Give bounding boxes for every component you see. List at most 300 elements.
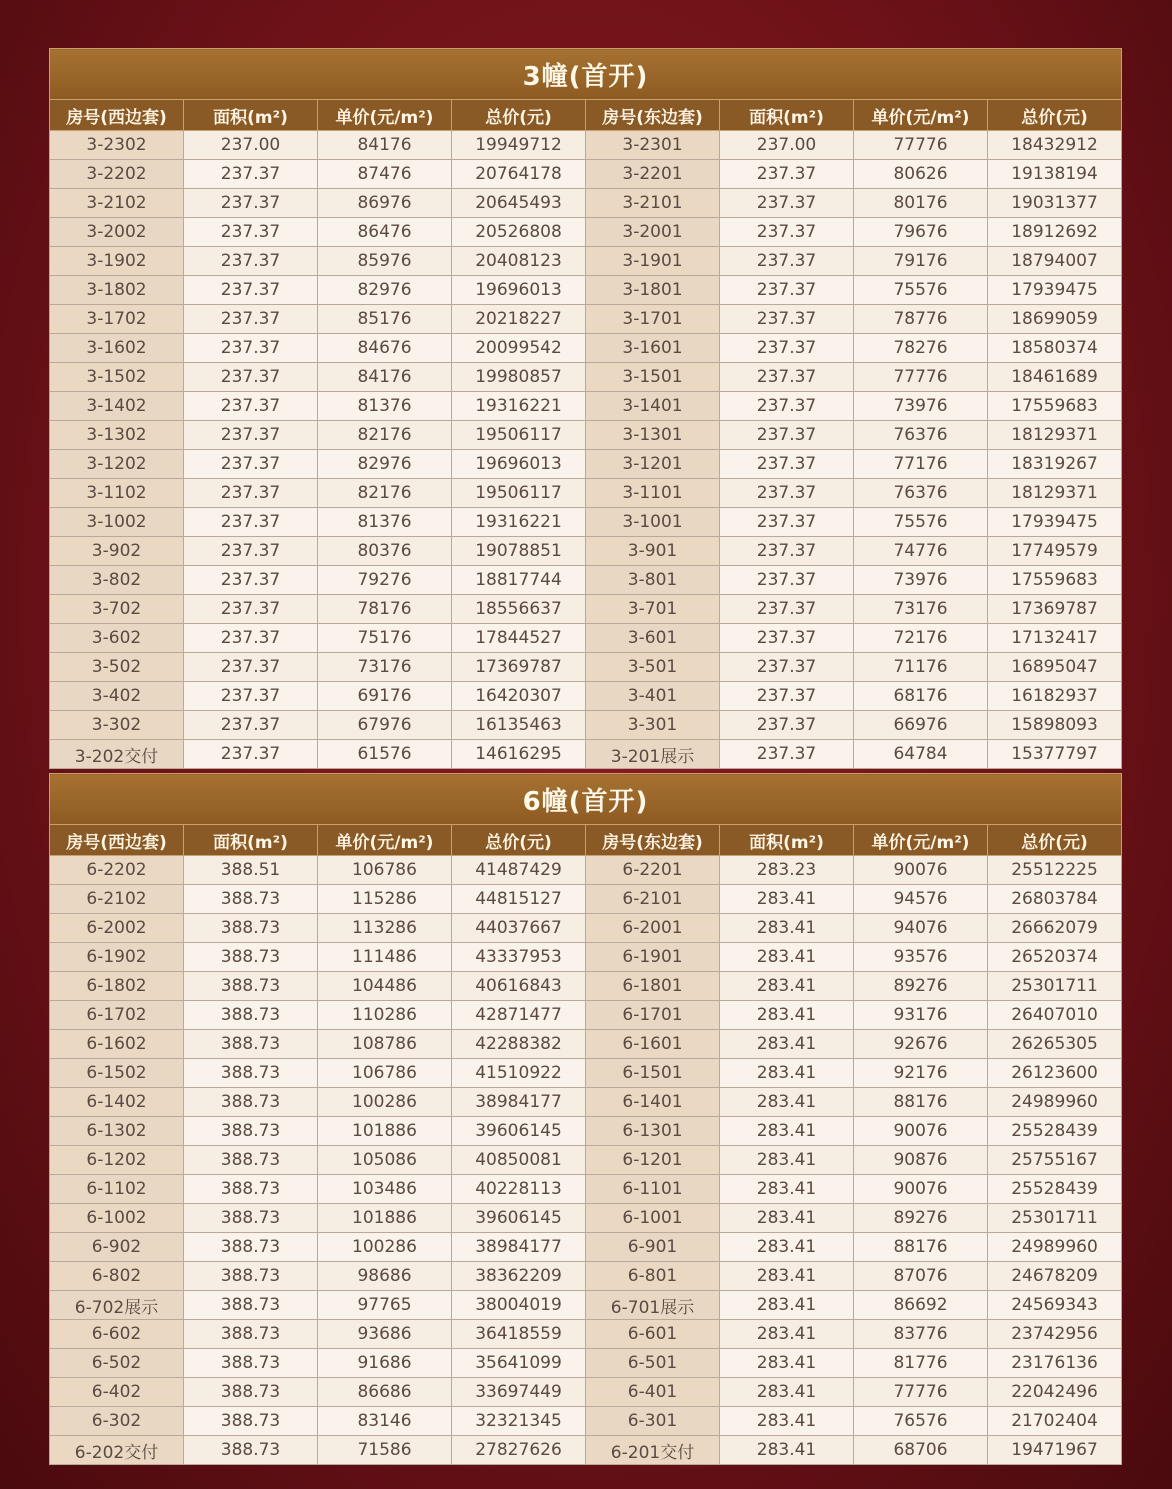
east-unit-price-cell: 88176 xyxy=(854,1233,988,1262)
east-room-cell: 6-1501 xyxy=(586,1059,720,1088)
west-total-price-cell: 17844527 xyxy=(452,624,586,653)
east-area-cell: 237.37 xyxy=(720,624,854,653)
east-total-price-cell: 25528439 xyxy=(988,1175,1122,1204)
east-room-cell: 6-2001 xyxy=(586,914,720,943)
east-area-cell: 237.37 xyxy=(720,711,854,740)
east-room-cell: 3-701 xyxy=(586,595,720,624)
east-total-price-cell: 17132417 xyxy=(988,624,1122,653)
east-room-cell: 6-1701 xyxy=(586,1001,720,1030)
east-area-cell: 237.37 xyxy=(720,653,854,682)
east-total-price-cell: 26520374 xyxy=(988,943,1122,972)
west-unit-price-cell: 106786 xyxy=(318,1059,452,1088)
east-room-cell: 3-2301 xyxy=(586,131,720,160)
col-header-east-area: 面积(m²) xyxy=(720,825,854,856)
east-unit-price-cell: 78276 xyxy=(854,334,988,363)
east-area-cell: 283.41 xyxy=(720,1175,854,1204)
west-unit-price-cell: 85176 xyxy=(318,305,452,334)
east-area-cell: 237.00 xyxy=(720,131,854,160)
west-unit-price-cell: 86476 xyxy=(318,218,452,247)
table-row xyxy=(50,885,1122,914)
west-room-cell: 3-1002 xyxy=(50,508,184,537)
west-area-cell: 388.73 xyxy=(184,943,318,972)
east-area-cell: 283.41 xyxy=(720,1233,854,1262)
east-total-price-cell: 18912692 xyxy=(988,218,1122,247)
col-header-west-total-price: 总价(元) xyxy=(452,825,586,856)
west-total-price-cell: 16135463 xyxy=(452,711,586,740)
table-row xyxy=(50,1059,1122,1088)
east-total-price-cell: 15898093 xyxy=(988,711,1122,740)
east-room-cell: 6-501 xyxy=(586,1349,720,1378)
west-room-cell: 3-2002 xyxy=(50,218,184,247)
west-unit-price-cell: 75176 xyxy=(318,624,452,653)
west-unit-price-cell: 71586 xyxy=(318,1436,452,1465)
east-area-cell: 283.41 xyxy=(720,1407,854,1436)
west-unit-price-cell: 81376 xyxy=(318,392,452,421)
east-room-cell: 3-1901 xyxy=(586,247,720,276)
west-total-price-cell: 27827626 xyxy=(452,1436,586,1465)
east-unit-price-cell: 75576 xyxy=(854,508,988,537)
west-area-cell: 237.37 xyxy=(184,305,318,334)
west-room-cell: 3-602 xyxy=(50,624,184,653)
west-room-cell: 3-802 xyxy=(50,566,184,595)
east-unit-price-cell: 81776 xyxy=(854,1349,988,1378)
table-row xyxy=(50,450,1122,479)
table-row xyxy=(50,1146,1122,1175)
east-total-price-cell: 25512225 xyxy=(988,856,1122,885)
col-header-east-unit-price: 单价(元/m²) xyxy=(854,825,988,856)
east-area-cell: 237.37 xyxy=(720,595,854,624)
west-total-price-cell: 20218227 xyxy=(452,305,586,334)
west-total-price-cell: 20099542 xyxy=(452,334,586,363)
west-area-cell: 237.37 xyxy=(184,363,318,392)
east-room-cell: 3-601 xyxy=(586,624,720,653)
col-header-west-area: 面积(m²) xyxy=(184,100,318,131)
east-unit-price-cell: 88176 xyxy=(854,1088,988,1117)
west-unit-price-cell: 101886 xyxy=(318,1117,452,1146)
east-room-cell: 6-801 xyxy=(586,1262,720,1291)
west-area-cell: 237.37 xyxy=(184,218,318,247)
east-total-price-cell: 25755167 xyxy=(988,1146,1122,1175)
east-room-cell: 6-1901 xyxy=(586,943,720,972)
east-area-cell: 237.37 xyxy=(720,334,854,363)
west-unit-price-cell: 82176 xyxy=(318,479,452,508)
table-row xyxy=(50,1349,1122,1378)
west-total-price-cell: 38362209 xyxy=(452,1262,586,1291)
col-header-east-total-price: 总价(元) xyxy=(988,100,1122,131)
west-unit-price-cell: 110286 xyxy=(318,1001,452,1030)
west-total-price-cell: 35641099 xyxy=(452,1349,586,1378)
east-total-price-cell: 18699059 xyxy=(988,305,1122,334)
table-row xyxy=(50,218,1122,247)
west-room-cell: 6-902 xyxy=(50,1233,184,1262)
east-room-cell: 6-301 xyxy=(586,1407,720,1436)
table-row xyxy=(50,624,1122,653)
east-room-cell: 6-401 xyxy=(586,1378,720,1407)
east-room-cell: 3-201展示 xyxy=(586,740,720,769)
east-unit-price-cell: 90076 xyxy=(854,1117,988,1146)
building-3-header-row xyxy=(50,100,1122,131)
east-room-cell: 3-1401 xyxy=(586,392,720,421)
east-total-price-cell: 18580374 xyxy=(988,334,1122,363)
table-row xyxy=(50,1262,1122,1291)
west-area-cell: 237.37 xyxy=(184,740,318,769)
west-total-price-cell: 19696013 xyxy=(452,276,586,305)
east-total-price-cell: 19471967 xyxy=(988,1436,1122,1465)
east-unit-price-cell: 90876 xyxy=(854,1146,988,1175)
west-total-price-cell: 20645493 xyxy=(452,189,586,218)
east-unit-price-cell: 80626 xyxy=(854,160,988,189)
east-total-price-cell: 22042496 xyxy=(988,1378,1122,1407)
east-room-cell: 3-2001 xyxy=(586,218,720,247)
east-total-price-cell: 26803784 xyxy=(988,885,1122,914)
east-total-price-cell: 18319267 xyxy=(988,450,1122,479)
west-room-cell: 6-402 xyxy=(50,1378,184,1407)
table-row xyxy=(50,131,1122,160)
west-area-cell: 388.73 xyxy=(184,1001,318,1030)
east-room-cell: 6-2101 xyxy=(586,885,720,914)
building-6-price-table xyxy=(49,773,1122,1465)
west-total-price-cell: 44037667 xyxy=(452,914,586,943)
west-room-cell: 3-402 xyxy=(50,682,184,711)
east-room-cell: 6-1401 xyxy=(586,1088,720,1117)
east-area-cell: 237.37 xyxy=(720,421,854,450)
building-6-title: 6幢(首开) xyxy=(50,774,1122,825)
west-total-price-cell: 18817744 xyxy=(452,566,586,595)
east-room-cell: 6-901 xyxy=(586,1233,720,1262)
west-room-cell: 6-1702 xyxy=(50,1001,184,1030)
east-unit-price-cell: 86692 xyxy=(854,1291,988,1320)
west-area-cell: 237.37 xyxy=(184,537,318,566)
table-row xyxy=(50,1117,1122,1146)
table-row xyxy=(50,1175,1122,1204)
east-total-price-cell: 15377797 xyxy=(988,740,1122,769)
table-row xyxy=(50,972,1122,1001)
table-row xyxy=(50,247,1122,276)
west-total-price-cell: 19078851 xyxy=(452,537,586,566)
east-area-cell: 237.37 xyxy=(720,247,854,276)
west-area-cell: 237.37 xyxy=(184,653,318,682)
east-total-price-cell: 16182937 xyxy=(988,682,1122,711)
east-room-cell: 3-1601 xyxy=(586,334,720,363)
west-unit-price-cell: 73176 xyxy=(318,653,452,682)
west-area-cell: 237.37 xyxy=(184,595,318,624)
west-unit-price-cell: 82976 xyxy=(318,450,452,479)
east-unit-price-cell: 79676 xyxy=(854,218,988,247)
table-row xyxy=(50,1291,1122,1320)
west-area-cell: 388.73 xyxy=(184,1059,318,1088)
west-area-cell: 388.73 xyxy=(184,1320,318,1349)
east-room-cell: 3-1301 xyxy=(586,421,720,450)
east-total-price-cell: 24989960 xyxy=(988,1233,1122,1262)
table-row xyxy=(50,334,1122,363)
east-unit-price-cell: 87076 xyxy=(854,1262,988,1291)
west-total-price-cell: 40616843 xyxy=(452,972,586,1001)
west-total-price-cell: 36418559 xyxy=(452,1320,586,1349)
east-room-cell: 3-1101 xyxy=(586,479,720,508)
west-total-price-cell: 40228113 xyxy=(452,1175,586,1204)
east-area-cell: 237.37 xyxy=(720,682,854,711)
west-room-cell: 6-1402 xyxy=(50,1088,184,1117)
east-room-cell: 3-801 xyxy=(586,566,720,595)
west-total-price-cell: 39606145 xyxy=(452,1204,586,1233)
east-area-cell: 237.37 xyxy=(720,537,854,566)
table-row xyxy=(50,1320,1122,1349)
west-unit-price-cell: 86686 xyxy=(318,1378,452,1407)
west-room-cell: 6-1902 xyxy=(50,943,184,972)
west-total-price-cell: 20408123 xyxy=(452,247,586,276)
west-room-cell: 6-1802 xyxy=(50,972,184,1001)
east-room-cell: 3-901 xyxy=(586,537,720,566)
east-room-cell: 6-1801 xyxy=(586,972,720,1001)
building-3-price-table xyxy=(49,48,1122,769)
east-unit-price-cell: 90076 xyxy=(854,856,988,885)
west-unit-price-cell: 87476 xyxy=(318,160,452,189)
east-area-cell: 283.41 xyxy=(720,1262,854,1291)
west-total-price-cell: 42288382 xyxy=(452,1030,586,1059)
table-row xyxy=(50,682,1122,711)
west-area-cell: 388.73 xyxy=(184,1233,318,1262)
west-room-cell: 3-902 xyxy=(50,537,184,566)
east-unit-price-cell: 71176 xyxy=(854,653,988,682)
west-room-cell: 3-1202 xyxy=(50,450,184,479)
west-unit-price-cell: 105086 xyxy=(318,1146,452,1175)
table-row xyxy=(50,508,1122,537)
west-area-cell: 237.37 xyxy=(184,247,318,276)
east-total-price-cell: 23176136 xyxy=(988,1349,1122,1378)
east-unit-price-cell: 76576 xyxy=(854,1407,988,1436)
east-total-price-cell: 19031377 xyxy=(988,189,1122,218)
west-area-cell: 237.37 xyxy=(184,450,318,479)
west-total-price-cell: 19696013 xyxy=(452,450,586,479)
west-room-cell: 6-2002 xyxy=(50,914,184,943)
west-unit-price-cell: 93686 xyxy=(318,1320,452,1349)
east-area-cell: 283.41 xyxy=(720,1291,854,1320)
east-unit-price-cell: 76376 xyxy=(854,479,988,508)
west-room-cell: 3-2102 xyxy=(50,189,184,218)
east-room-cell: 6-1101 xyxy=(586,1175,720,1204)
east-unit-price-cell: 73176 xyxy=(854,595,988,624)
table-row xyxy=(50,740,1122,769)
east-room-cell: 3-401 xyxy=(586,682,720,711)
west-unit-price-cell: 86976 xyxy=(318,189,452,218)
west-unit-price-cell: 78176 xyxy=(318,595,452,624)
east-unit-price-cell: 72176 xyxy=(854,624,988,653)
east-unit-price-cell: 93576 xyxy=(854,943,988,972)
east-room-cell: 6-1601 xyxy=(586,1030,720,1059)
west-total-price-cell: 33697449 xyxy=(452,1378,586,1407)
west-total-price-cell: 14616295 xyxy=(452,740,586,769)
west-area-cell: 237.37 xyxy=(184,711,318,740)
west-total-price-cell: 38984177 xyxy=(452,1088,586,1117)
east-area-cell: 237.37 xyxy=(720,740,854,769)
west-unit-price-cell: 113286 xyxy=(318,914,452,943)
east-room-cell: 3-2201 xyxy=(586,160,720,189)
east-total-price-cell: 25528439 xyxy=(988,1117,1122,1146)
east-area-cell: 237.37 xyxy=(720,305,854,334)
east-room-cell: 3-301 xyxy=(586,711,720,740)
east-unit-price-cell: 77776 xyxy=(854,363,988,392)
east-unit-price-cell: 74776 xyxy=(854,537,988,566)
east-area-cell: 283.41 xyxy=(720,972,854,1001)
west-total-price-cell: 40850081 xyxy=(452,1146,586,1175)
building-3-title: 3幢(首开) xyxy=(50,49,1122,100)
west-unit-price-cell: 98686 xyxy=(318,1262,452,1291)
west-unit-price-cell: 104486 xyxy=(318,972,452,1001)
west-area-cell: 388.73 xyxy=(184,1291,318,1320)
table-row xyxy=(50,914,1122,943)
col-header-east-area: 面积(m²) xyxy=(720,100,854,131)
west-room-cell: 3-702 xyxy=(50,595,184,624)
west-unit-price-cell: 103486 xyxy=(318,1175,452,1204)
west-room-cell: 6-1002 xyxy=(50,1204,184,1233)
west-unit-price-cell: 100286 xyxy=(318,1088,452,1117)
east-area-cell: 237.37 xyxy=(720,479,854,508)
west-total-price-cell: 20526808 xyxy=(452,218,586,247)
west-room-cell: 6-1202 xyxy=(50,1146,184,1175)
west-area-cell: 388.73 xyxy=(184,1088,318,1117)
east-unit-price-cell: 83776 xyxy=(854,1320,988,1349)
west-unit-price-cell: 84176 xyxy=(318,363,452,392)
col-header-west-unit-price: 单价(元/m²) xyxy=(318,825,452,856)
east-room-cell: 3-1201 xyxy=(586,450,720,479)
west-room-cell: 3-1602 xyxy=(50,334,184,363)
east-area-cell: 237.37 xyxy=(720,363,854,392)
east-room-cell: 6-201交付 xyxy=(586,1436,720,1465)
east-unit-price-cell: 89276 xyxy=(854,972,988,1001)
east-total-price-cell: 17559683 xyxy=(988,566,1122,595)
west-unit-price-cell: 108786 xyxy=(318,1030,452,1059)
east-unit-price-cell: 77776 xyxy=(854,1378,988,1407)
east-area-cell: 283.41 xyxy=(720,1436,854,1465)
table-row xyxy=(50,653,1122,682)
east-unit-price-cell: 66976 xyxy=(854,711,988,740)
east-area-cell: 283.41 xyxy=(720,1378,854,1407)
col-header-east-room: 房号(东边套) xyxy=(586,100,720,131)
west-unit-price-cell: 115286 xyxy=(318,885,452,914)
west-area-cell: 388.73 xyxy=(184,1262,318,1291)
west-area-cell: 237.37 xyxy=(184,276,318,305)
building-3-rows xyxy=(50,131,1122,769)
west-unit-price-cell: 69176 xyxy=(318,682,452,711)
west-room-cell: 3-302 xyxy=(50,711,184,740)
west-area-cell: 237.37 xyxy=(184,160,318,189)
building-6-rows xyxy=(50,856,1122,1465)
west-total-price-cell: 17369787 xyxy=(452,653,586,682)
west-total-price-cell: 41487429 xyxy=(452,856,586,885)
east-area-cell: 237.37 xyxy=(720,160,854,189)
table-row xyxy=(50,160,1122,189)
east-total-price-cell: 25301711 xyxy=(988,972,1122,1001)
west-area-cell: 237.00 xyxy=(184,131,318,160)
col-header-west-area: 面积(m²) xyxy=(184,825,318,856)
east-area-cell: 283.41 xyxy=(720,1320,854,1349)
west-total-price-cell: 19506117 xyxy=(452,479,586,508)
table-row xyxy=(50,1436,1122,1465)
east-unit-price-cell: 76376 xyxy=(854,421,988,450)
east-area-cell: 283.41 xyxy=(720,914,854,943)
west-area-cell: 237.37 xyxy=(184,624,318,653)
west-total-price-cell: 19506117 xyxy=(452,421,586,450)
table-row xyxy=(50,189,1122,218)
west-room-cell: 6-1302 xyxy=(50,1117,184,1146)
west-total-price-cell: 38984177 xyxy=(452,1233,586,1262)
table-row xyxy=(50,711,1122,740)
west-total-price-cell: 43337953 xyxy=(452,943,586,972)
east-unit-price-cell: 92176 xyxy=(854,1059,988,1088)
east-unit-price-cell: 94576 xyxy=(854,885,988,914)
table-row xyxy=(50,305,1122,334)
east-room-cell: 3-1801 xyxy=(586,276,720,305)
west-area-cell: 237.37 xyxy=(184,682,318,711)
west-unit-price-cell: 67976 xyxy=(318,711,452,740)
west-unit-price-cell: 100286 xyxy=(318,1233,452,1262)
west-total-price-cell: 38004019 xyxy=(452,1291,586,1320)
table-row xyxy=(50,1233,1122,1262)
west-total-price-cell: 32321345 xyxy=(452,1407,586,1436)
east-total-price-cell: 26123600 xyxy=(988,1059,1122,1088)
west-area-cell: 388.73 xyxy=(184,1117,318,1146)
east-room-cell: 3-1701 xyxy=(586,305,720,334)
east-unit-price-cell: 90076 xyxy=(854,1175,988,1204)
east-total-price-cell: 19138194 xyxy=(988,160,1122,189)
west-room-cell: 3-1902 xyxy=(50,247,184,276)
col-header-east-unit-price: 单价(元/m²) xyxy=(854,100,988,131)
east-room-cell: 6-2201 xyxy=(586,856,720,885)
table-row xyxy=(50,392,1122,421)
west-room-cell: 3-1302 xyxy=(50,421,184,450)
west-room-cell: 3-1702 xyxy=(50,305,184,334)
east-total-price-cell: 24569343 xyxy=(988,1291,1122,1320)
west-room-cell: 6-2102 xyxy=(50,885,184,914)
west-total-price-cell: 16420307 xyxy=(452,682,586,711)
table-row xyxy=(50,1030,1122,1059)
col-header-east-room: 房号(东边套) xyxy=(586,825,720,856)
east-total-price-cell: 17749579 xyxy=(988,537,1122,566)
east-room-cell: 6-601 xyxy=(586,1320,720,1349)
west-area-cell: 237.37 xyxy=(184,479,318,508)
table-row xyxy=(50,537,1122,566)
west-total-price-cell: 20764178 xyxy=(452,160,586,189)
col-header-west-room: 房号(西边套) xyxy=(50,100,184,131)
east-room-cell: 3-1001 xyxy=(586,508,720,537)
east-unit-price-cell: 73976 xyxy=(854,392,988,421)
table-row xyxy=(50,1001,1122,1030)
west-unit-price-cell: 84676 xyxy=(318,334,452,363)
west-area-cell: 388.73 xyxy=(184,914,318,943)
east-total-price-cell: 18129371 xyxy=(988,479,1122,508)
west-total-price-cell: 39606145 xyxy=(452,1117,586,1146)
east-area-cell: 283.41 xyxy=(720,1001,854,1030)
table-row xyxy=(50,1088,1122,1117)
east-unit-price-cell: 73976 xyxy=(854,566,988,595)
west-room-cell: 6-302 xyxy=(50,1407,184,1436)
east-total-price-cell: 17939475 xyxy=(988,276,1122,305)
west-unit-price-cell: 84176 xyxy=(318,131,452,160)
west-area-cell: 388.73 xyxy=(184,1407,318,1436)
east-room-cell: 6-701展示 xyxy=(586,1291,720,1320)
west-area-cell: 237.37 xyxy=(184,421,318,450)
west-total-price-cell: 41510922 xyxy=(452,1059,586,1088)
east-total-price-cell: 18461689 xyxy=(988,363,1122,392)
west-room-cell: 3-2302 xyxy=(50,131,184,160)
col-header-west-room: 房号(西边套) xyxy=(50,825,184,856)
west-total-price-cell: 44815127 xyxy=(452,885,586,914)
west-total-price-cell: 19316221 xyxy=(452,508,586,537)
west-room-cell: 6-1502 xyxy=(50,1059,184,1088)
west-unit-price-cell: 80376 xyxy=(318,537,452,566)
west-unit-price-cell: 91686 xyxy=(318,1349,452,1378)
east-area-cell: 283.41 xyxy=(720,1088,854,1117)
